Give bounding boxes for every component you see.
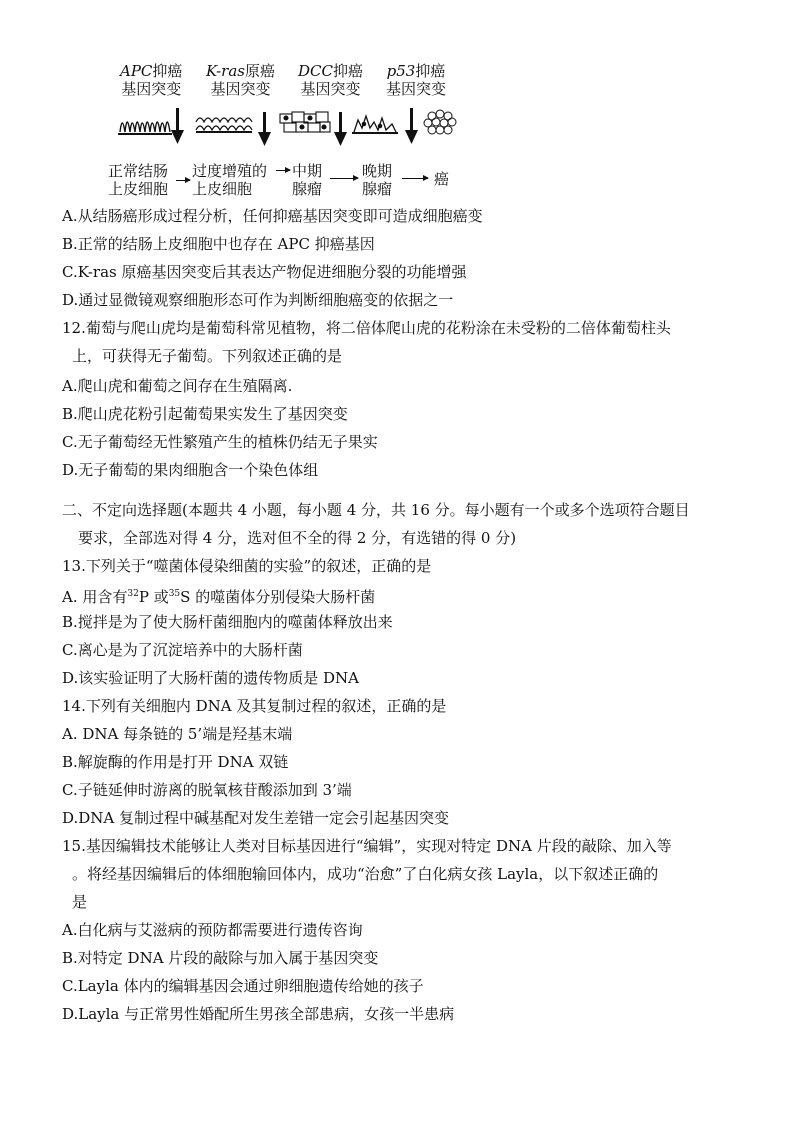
stage-hyperplastic: 过度增殖的 上皮细胞 [192,162,268,198]
q15-option-c: C.Layla 体内的编辑基因会通过卵细胞遗传给她的孩子 [62,977,424,995]
stage-late-adenoma: 晚期 腺瘤 [362,162,393,198]
q11-option-d: D.通过显微镜观察细胞形态可作为判断细胞癌变的依据之一 [62,291,454,309]
q11-option-b: B.正常的结肠上皮细胞中也存在 APC 抑癌基因 [62,235,375,253]
q14-option-b: B.解旋酶的作用是打开 DNA 双链 [62,753,289,771]
stage-mid-adenoma: 中期 腺瘤 [292,162,323,198]
dcc-label: DCC抑癌 基因突变 [298,62,363,98]
q13-option-c: C.离心是为了沉淀培养中的大肠杆菌 [62,641,303,659]
progress-arrow-icon [330,178,358,179]
hyperplastic-cells-icon [196,118,252,132]
q15-stem-cont: 。将经基因编辑后的体细胞输回体内，成功“治愈”了白化病女孩 Layla，以下叙述正确的 [72,865,659,883]
q13-option-d: D.该实验证明了大肠杆菌的遗传物质是 DNA [62,669,360,687]
mutation-arrow-icon [258,112,271,146]
late-adenoma-icon [352,116,398,133]
q15-option-b: B.对特定 DNA 片段的敲除与加入属于基因突变 [62,949,379,967]
q11-option-a: A.从结肠癌形成过程分析，任何抑癌基因突变即可造成细胞癌变 [62,207,483,225]
q12-stem: 12.葡萄与爬山虎均是葡萄科常见植物，将二倍体爬山虎的花粉涂在未受粉的二倍体葡萄柱头 [62,319,671,337]
q14-option-a: A. DNA 每条链的 5’端是羟基末端 [62,725,293,743]
section2-heading: 二、不定向选择题(本题共 4 小题，每小题 4 分，共 16 分。每小题有一个或多个选项符合题目 [62,501,690,519]
q13-option-a: A. 用含有$^{32}$P 或$^{35}$S 的噬菌体分别侵染大肠杆菌 [62,588,376,606]
q14-stem: 14.下列有关细胞内 DNA 及其复制过程的叙述，正确的是 [62,697,447,715]
q13-stem: 13.下列关于“噬菌体侵染细菌的实验”的叙述，正确的是 [62,557,432,575]
q14-option-c: C.子链延伸时游离的脱氧核苷酸添加到 3’端 [62,781,352,799]
normal-epithelium-icon [118,122,172,134]
mutation-arrow-icon [405,108,418,144]
q12-option-d: D.无子葡萄的果肉细胞含一个染色体组 [62,461,319,479]
apc-label: APC抑癌 基因突变 [120,62,183,98]
progress-arrow-icon [276,170,290,171]
mid-adenoma-icon [280,112,330,132]
cancer-cells-icon [424,110,456,134]
q12-option-c: C.无子葡萄经无性繁殖产生的植株仍结无子果实 [62,433,378,451]
section2-heading-cont: 要求，全部选对得 4 分，选对但不全的得 2 分，有选错的得 0 分) [78,529,517,547]
q13-option-b: B.搅拌是为了使大肠杆菌细胞内的噬菌体释放出来 [62,613,393,631]
colon-cancer-diagram [108,58,480,200]
stage-normal: 正常结肠 上皮细胞 [108,162,169,198]
progress-arrow-icon [402,178,428,179]
stage-cancer: 癌 [434,170,450,188]
kras-label: K-ras原癌 基因突变 [206,62,276,98]
cell-illustrations [108,102,480,152]
progress-arrow-icon [176,180,190,181]
q15-option-d: D.Layla 与正常男性婚配所生男孩全部患病，女孩一半患病 [62,1005,455,1023]
q11-option-c: C.K-ras 原癌基因突变后其表达产物促进细胞分裂的功能增强 [62,263,467,281]
q12-option-a: A.爬山虎和葡萄之间存在生殖隔离. [62,377,293,395]
q15-stem-cont2: 是 [72,893,88,911]
mutation-arrow-icon [334,112,347,146]
q14-option-d: D.DNA 复制过程中碱基配对发生差错一定会引起基因突变 [62,809,450,827]
q15-option-a: A.白化病与艾滋病的预防都需要进行遗传咨询 [62,921,363,939]
q12-stem-cont: 上，可获得无子葡萄。下列叙述正确的是 [72,347,343,365]
q15-stem: 15.基因编辑技术能够让人类对目标基因进行“编辑”，实现对特定 DNA 片段的敲除、加入等 [62,837,672,855]
p53-label: p53抑癌 基因突变 [386,62,447,98]
q12-option-b: B.爬山虎花粉引起葡萄果实发生了基因突变 [62,405,348,423]
mutation-arrow-icon [171,108,184,144]
